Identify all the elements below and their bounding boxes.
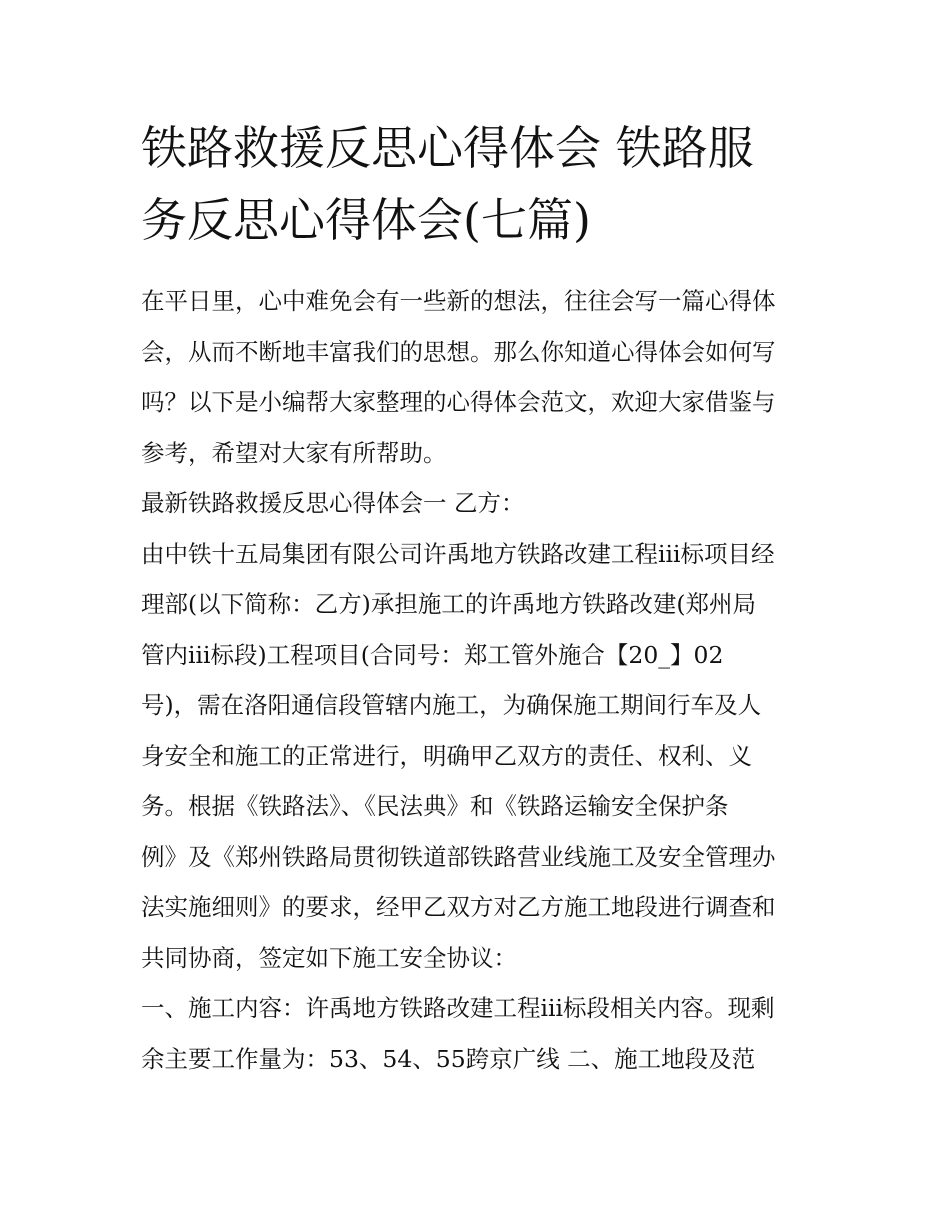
body-line: 理部(以下简称：乙方)承担施工的许禹地方铁路改建(郑州局: [141, 590, 757, 618]
document-body: [141, 276, 831, 1084]
body-line: 由中铁十五局集团有限公司许禹地方铁路改建工程iii标项目经: [141, 539, 775, 568]
body-line: 吗？以下是小编帮大家整理的心得体会范文，欢迎大家借鉴与: [141, 388, 776, 416]
body-line: 共同协商，签定如下施工安全协议：: [141, 943, 517, 972]
body-line: 在平日里，心中难免会有一些新的想法，往往会写一篇心得体: [141, 287, 776, 315]
body-line: 法实施细则》的要求，经甲乙双方对乙方施工地段进行调查和: [141, 893, 776, 921]
body-line: 例》及《郑州铁路局贯彻铁道部铁路营业线施工及安全管理办: [141, 842, 776, 871]
body-line: 参考，希望对大家有所帮助。: [141, 438, 447, 467]
body-line: 余主要工作量为：53、54、55跨京广线 二、施工地段及范: [141, 1044, 756, 1073]
body-line: 务。根据《铁路法》、《民法典》和《铁路运输安全保护条: [141, 792, 729, 820]
body-line: 会，从而不断地丰富我们的思想。那么你知道心得体会如何写: [141, 337, 776, 366]
body-line: 号)，需在洛阳通信段管辖内施工，为确保施工期间行车及人: [141, 691, 762, 719]
title-line: 铁路救援反思心得体会 铁路服: [141, 121, 754, 175]
section-heading: 最新铁路救援反思心得体会一 乙方：: [141, 489, 525, 517]
body-line: 身安全和施工的正常进行，明确甲乙双方的责任、权利、义: [141, 741, 752, 770]
title-line: 务反思心得体会(七篇): [141, 193, 591, 247]
body-line: 一、施工内容：许禹地方铁路改建工程iii标段相关内容。现剩: [141, 994, 775, 1022]
document-title: [141, 112, 831, 256]
body-line: 管内iii标段)工程项目(合同号：郑工管外施合【20_】02: [141, 640, 724, 669]
